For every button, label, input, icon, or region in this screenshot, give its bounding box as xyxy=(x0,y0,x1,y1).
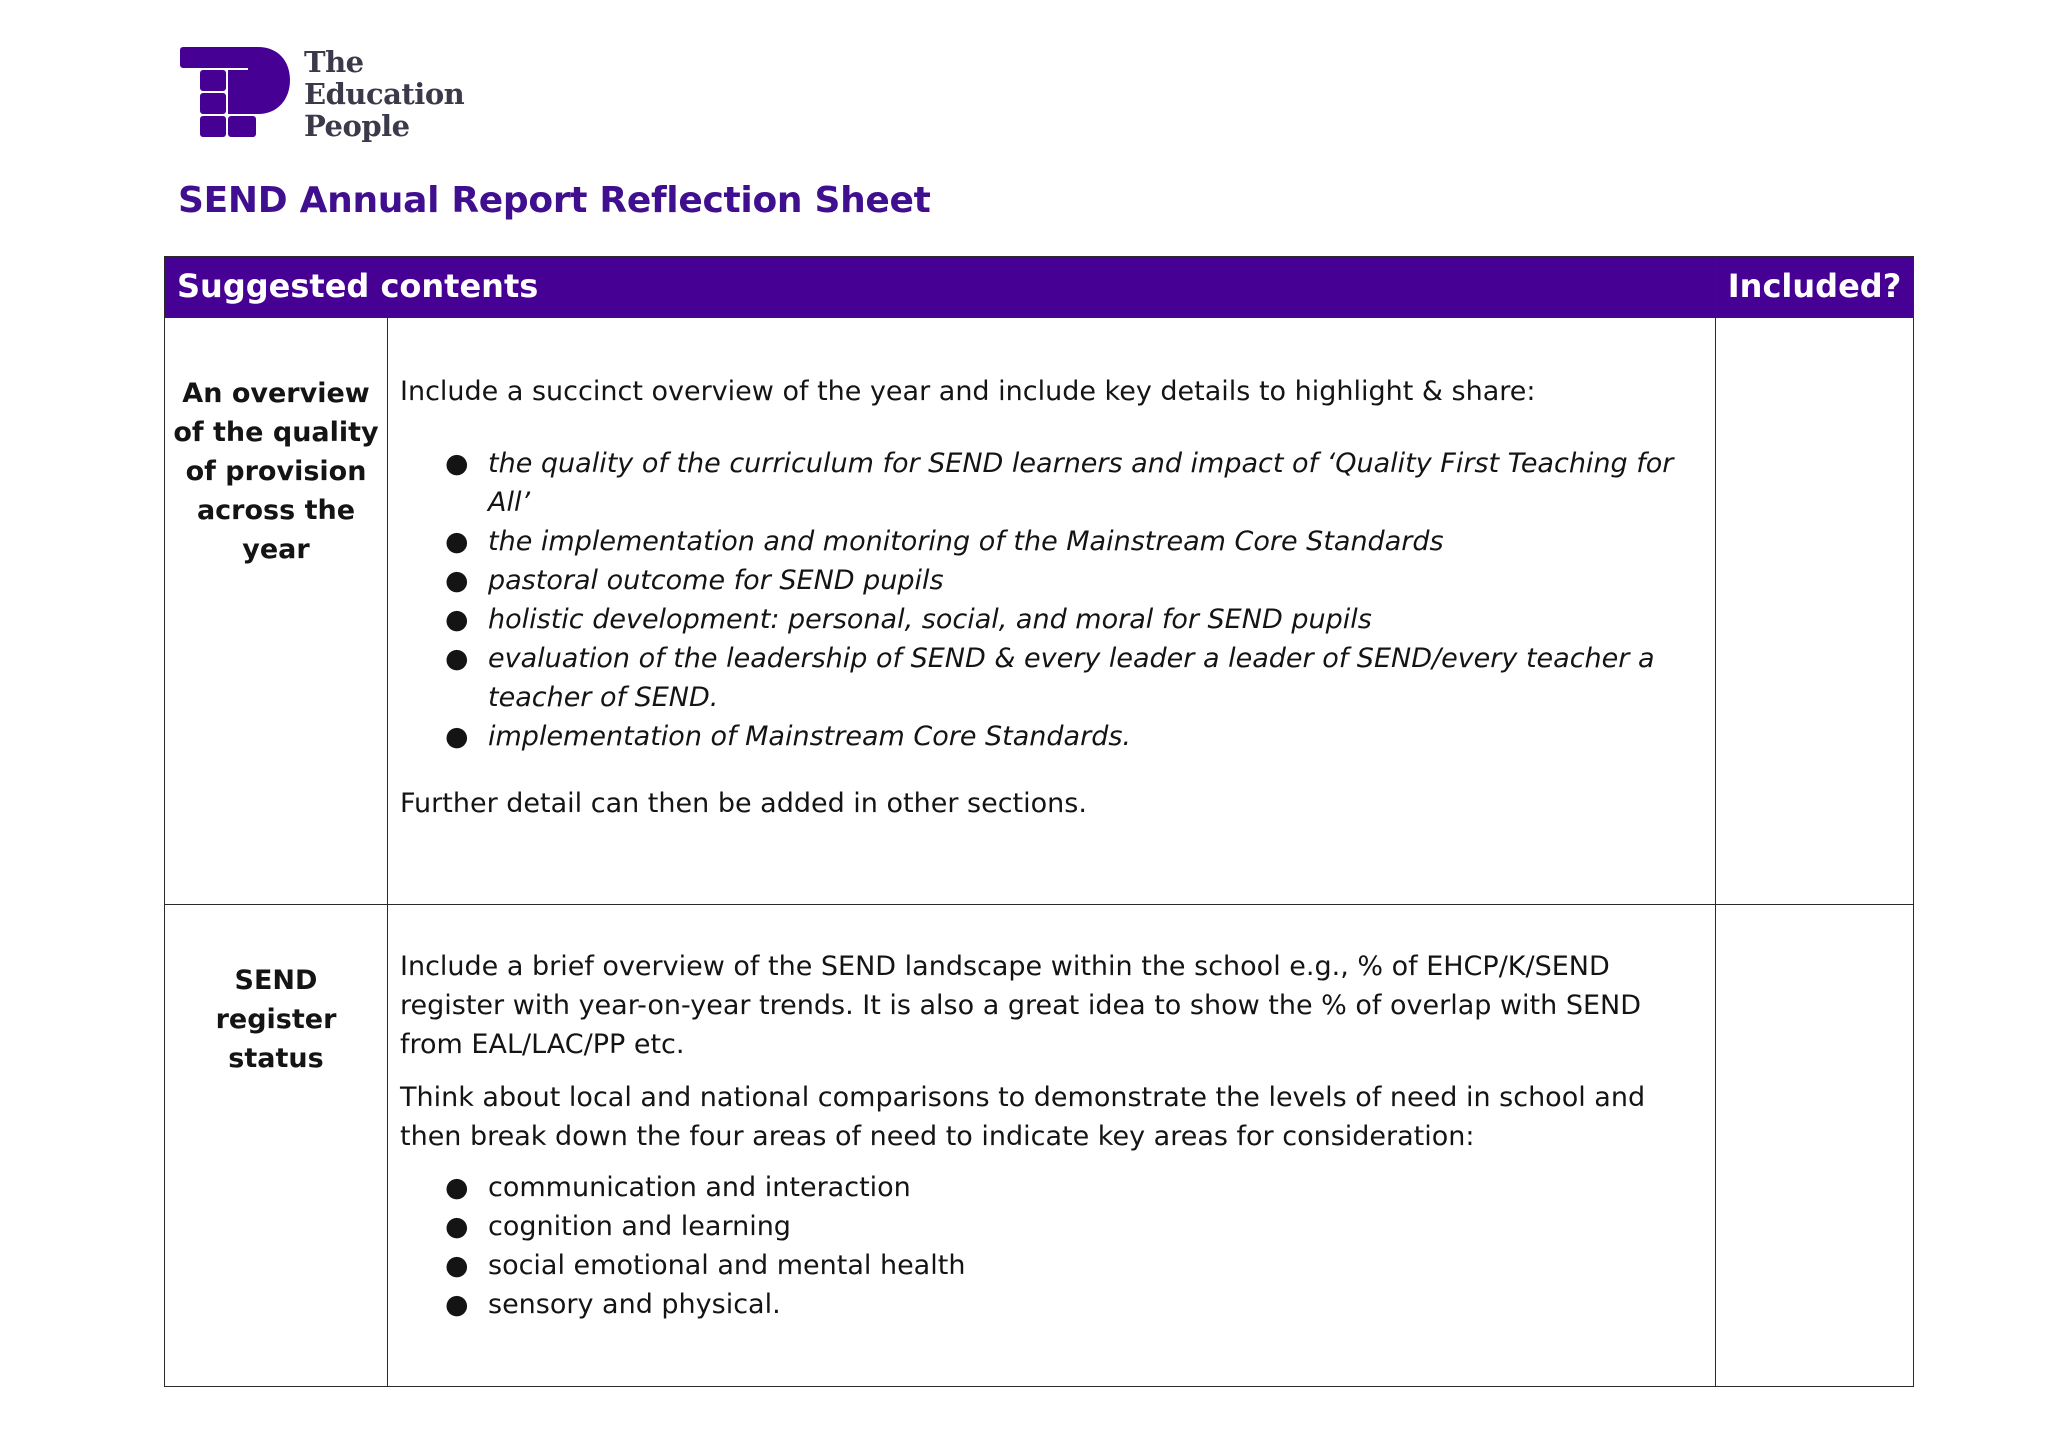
list-item: ● the quality of the curriculum for SEND learners and impact of ‘Quality First Teaching for All’ xyxy=(400,444,1701,522)
list-item: ● the implementation and monitoring of the Mainstream Core Standards xyxy=(400,522,1701,561)
row-topic: SEND register status xyxy=(165,905,388,1387)
bullet-icon: ● xyxy=(445,1211,469,1242)
header-included: Included? xyxy=(1716,257,1914,318)
bullet-icon: ● xyxy=(445,604,469,635)
row-paragraph: Think about local and national comparisons to demonstrate the levels of need in school and then break down the four areas of need to indicate key areas for consideration: xyxy=(400,1082,1646,1152)
bullet-icon: ● xyxy=(445,643,469,674)
bullet-icon: ● xyxy=(445,1250,469,1281)
row-outro: Further detail can then be added in other sections. xyxy=(400,788,1087,819)
logo xyxy=(180,46,480,146)
row-intro: Include a brief overview of the SEND landscape within the school e.g., % of EHCP/K/SEND register with year-on-year trends. It is also a great idea to show the % of overlap with SEND from EAL/LAC/PP etc. xyxy=(400,951,1642,1060)
page-title: SEND Annual Report Reflection Sheet xyxy=(178,180,931,221)
logo-text xyxy=(304,46,464,142)
logo-text-line: Education xyxy=(304,77,465,111)
reflection-table xyxy=(164,256,1914,1387)
table-row xyxy=(165,318,1914,905)
row-content xyxy=(388,905,1716,1387)
list-item: ● evaluation of the leadership of SEND & every leader a leader of SEND/every teacher a teacher of SEND. xyxy=(400,639,1701,717)
header-suggested-contents: Suggested contents xyxy=(165,257,1716,318)
list-item: ● social emotional and mental health xyxy=(400,1246,1701,1285)
logo-text-line: The xyxy=(304,45,364,79)
bullet-icon: ● xyxy=(445,1289,469,1320)
list-item: ● communication and interaction xyxy=(400,1168,1701,1207)
list-item: ● implementation of Mainstream Core Standards. xyxy=(400,717,1701,756)
list-item: ● cognition and learning xyxy=(400,1207,1701,1246)
bullet-icon: ● xyxy=(445,721,469,752)
bullet-list xyxy=(400,444,1701,756)
table-row xyxy=(165,905,1914,1387)
included-cell[interactable] xyxy=(1716,905,1914,1387)
included-cell[interactable] xyxy=(1716,318,1914,905)
list-item: ● sensory and physical. xyxy=(400,1285,1701,1324)
logo-text-line: People xyxy=(304,109,410,143)
bullet-icon: ● xyxy=(445,1172,469,1203)
row-topic: An overview of the quality of provision across the year xyxy=(165,318,388,905)
row-content xyxy=(388,318,1716,905)
list-item: ● holistic development: personal, social, and moral for SEND pupils xyxy=(400,600,1701,639)
tep-logo-icon xyxy=(180,46,292,138)
list-item: ● pastoral outcome for SEND pupils xyxy=(400,561,1701,600)
table-header-row xyxy=(165,257,1914,318)
bullet-icon: ● xyxy=(445,448,469,479)
bullet-icon: ● xyxy=(445,565,469,596)
bullet-list xyxy=(400,1168,1701,1324)
row-intro: Include a succinct overview of the year and include key details to highlight & share: xyxy=(400,376,1536,407)
bullet-icon: ● xyxy=(445,526,469,557)
